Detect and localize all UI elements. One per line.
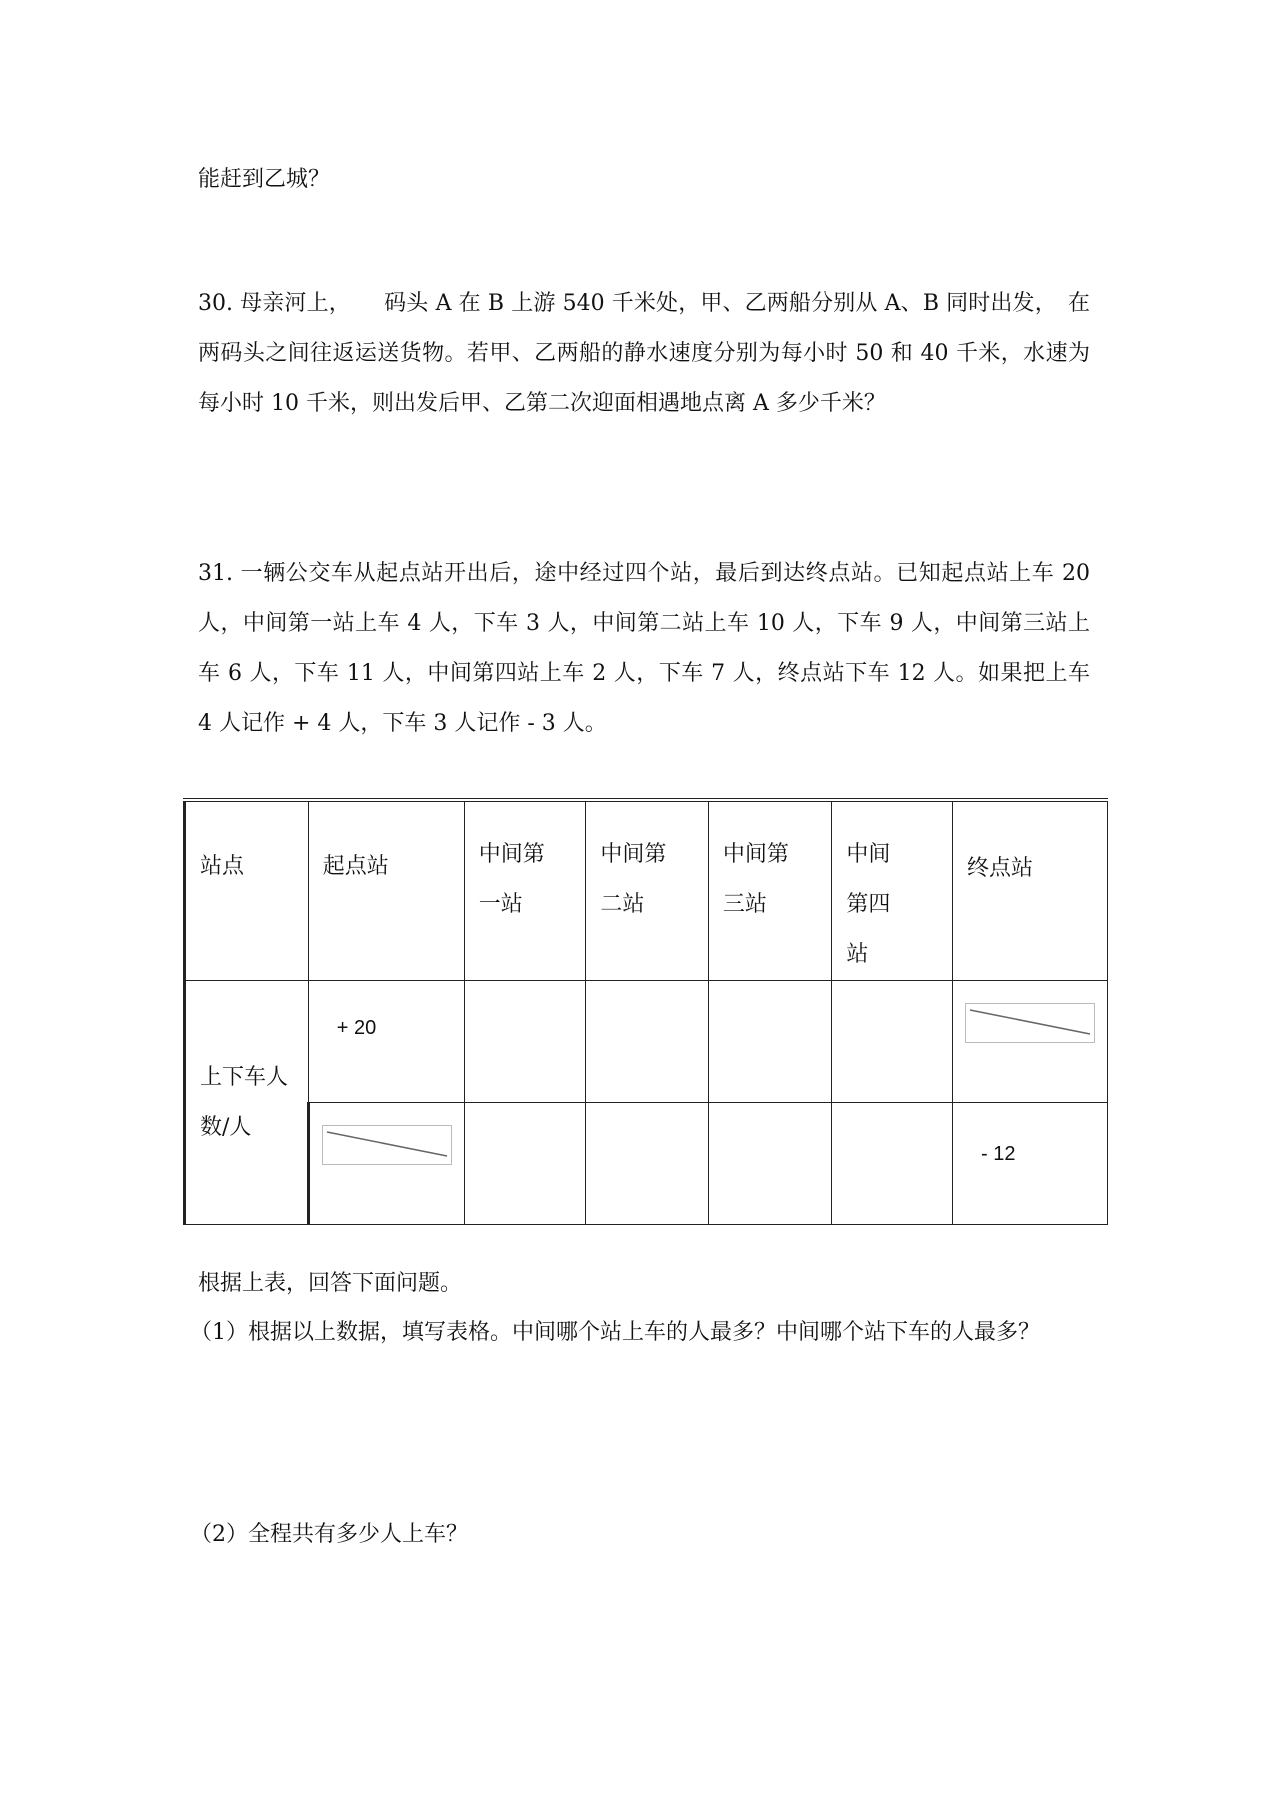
diagonal-slash-box [965,1003,1095,1043]
header-mid-4: 中间第四站 [846,842,891,967]
question-29-tail: 能赶到乙城？ [198,167,331,192]
empty-cell [708,1103,831,1225]
question-31: 31. 一辆公交车从起点站开出后，途中经过四个站，最后到达终点站。已知起点站上车 20 人，中间第一站上车 4 人，下车 3 人，中间第二站上车 10 人，下车 9 人，中间第三站上车 6 人，下车 11 人，中间第四站上车 2 人，下车 7 人，终点站下车 12 人。如果把上车 4 人记作 + 4 人，下车 3 人记作 - 3 人。 [198,561,1090,736]
empty-cell [832,981,953,1103]
question-30: 30. 母亲河上， 码头 A 在 B 上游 540 千米处，甲、乙两船分别从 A、B 同时出发， 在两码头之间往返运送货物。若甲、乙两船的静水速度分别为每小时 50 和 40 千米，水速为每小时 10 千米，则出发后甲、乙第二次迎面相遇地点离 A 多少千米？ [198,291,1090,416]
empty-cell [464,981,586,1103]
sub-question-1: （1）根据以上数据，填写表格。中间哪个站上车的人最多？中间哪个站下车的人最多？ [190,1320,1040,1345]
empty-cell [832,1103,953,1225]
header-start: 起点站 [322,854,389,879]
start-boarding-value: + 20 [336,1017,377,1039]
header-end: 终点站 [967,856,1034,881]
instruction: 根据上表，回答下面问题。 [198,1271,463,1296]
sub-question-2: （2）全程共有多少人上车？ [190,1522,468,1547]
empty-cell [708,981,831,1103]
empty-cell [586,981,709,1103]
empty-cell [586,1103,709,1225]
bus-station-table [183,798,1108,1225]
row-label: 上下车人数/人 [200,1064,289,1140]
header-mid-1: 中间第一站 [478,842,545,917]
header-station: 站点 [200,854,245,879]
empty-cell [464,1103,586,1225]
header-mid-2: 中间第二站 [600,842,667,917]
header-mid-3: 中间第三站 [722,842,789,917]
diagonal-slash-box [322,1125,452,1165]
end-alighting-value: - 12 [981,1143,1016,1165]
